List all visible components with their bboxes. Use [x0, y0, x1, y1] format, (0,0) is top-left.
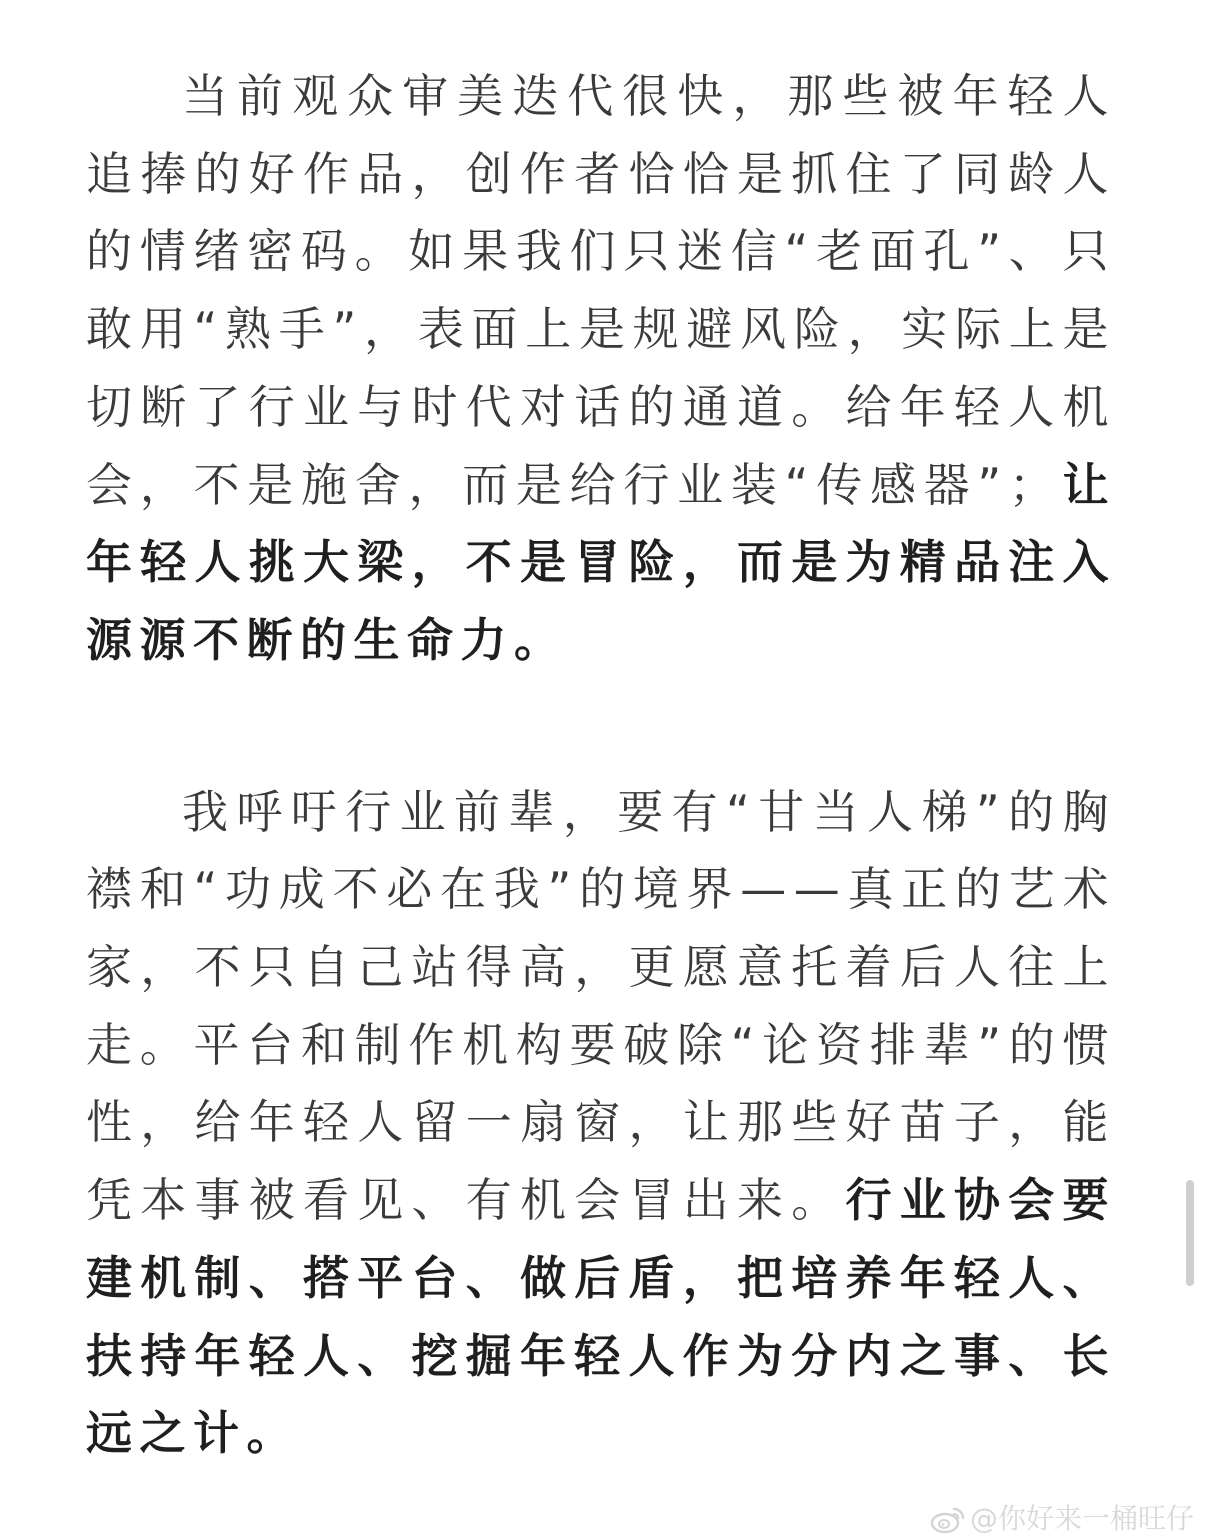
paragraph-2-bold-text: 行业协会要建机制、搭平台、做后盾，把培养年轻人、扶持年轻人、挖掘年轻人作为分内之事、长远之计。	[86, 1173, 1116, 1461]
article-body	[86, 58, 1116, 1473]
paragraph-1	[86, 58, 1116, 680]
paragraph-2-text: 我呼吁行业前辈，要有“甘当人梯”的胸襟和“功成不必在我”的境界——真正的艺术家，不只自己站得高，更愿意托着后人往上走。平台和制作机构要破除“论资排辈”的惯性，给年轻人留一扇窗，让那些好苗子，能凭本事被看见、有机会冒出来。	[86, 784, 1116, 1228]
paragraph-1-bold-text: 让年轻人挑大梁，不是冒险，而是为精品注入源源不断的生命力。	[86, 457, 1116, 667]
paragraph-2	[86, 774, 1116, 1473]
scrollbar-thumb[interactable]	[1186, 1180, 1194, 1286]
watermark-text: @你好来一桶旺仔	[969, 1502, 1194, 1535]
watermark	[930, 1501, 1194, 1537]
paragraph-1-text: 当前观众审美迭代很快，那些被年轻人追捧的好作品，创作者恰恰是抓住了同龄人的情绪密码。如果我们只迷信“老面孔”、只敢用“熟手”，表面上是规避风险，实际上是切断了行业与时代对话的通道。给年轻人机会，不是施舍，而是给行业装“传感器”；	[86, 69, 1116, 512]
weibo-icon	[930, 1504, 966, 1534]
